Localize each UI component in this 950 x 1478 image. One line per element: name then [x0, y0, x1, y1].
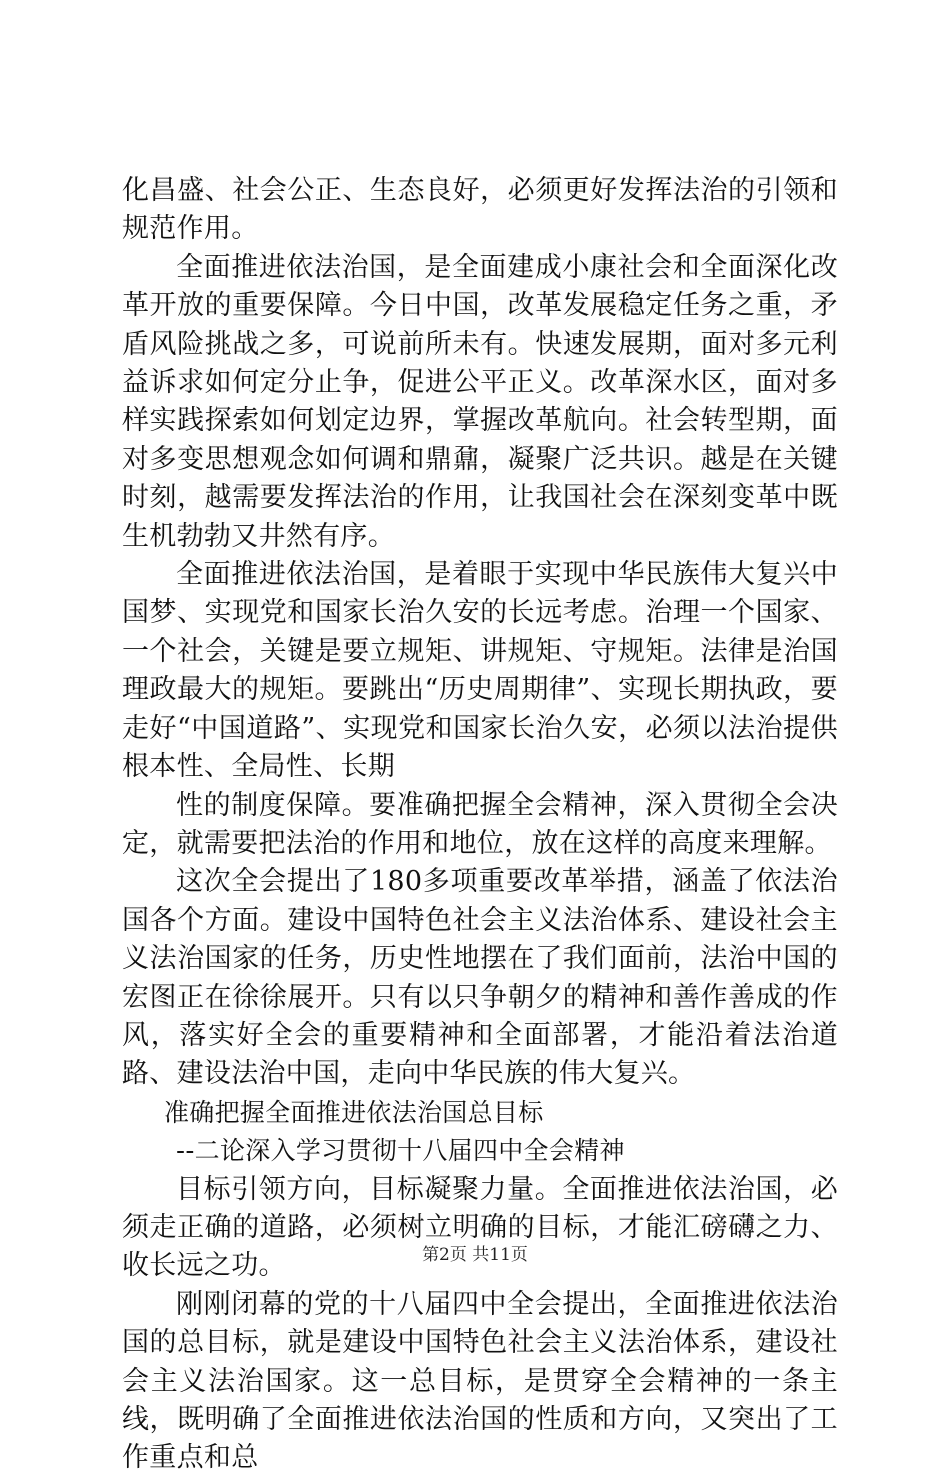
section-heading: 准确把握全面推进依法治国总目标 — [164, 1097, 544, 1127]
paragraph-goal-direction: 目标引领方向，目标凝聚力量。全面推进依法治国，必须走正确的道路，必须树立明确的目标，才能汇磅礴之力、收长远之功。 — [122, 1173, 838, 1282]
page-number-label: 第2页 共11页 — [422, 1245, 528, 1265]
page-footer — [0, 1244, 950, 1266]
document-body — [122, 172, 838, 1478]
section-subheading: --二论深入学习贯彻十八届四中全会精神 — [176, 1136, 625, 1166]
paragraph-institutional-guarantee: 性的制度保障。要准确把握全会精神，深入贯彻全会决定，就需要把法治的作用和地位，放在这样的高度来理解。 — [122, 789, 838, 859]
paragraph-reform-measures: 这次全会提出了180多项重要改革举措，涵盖了依法治国各个方面。建设中国特色社会主义法治体系、建设社会主义法治国家的任务，历史性地摆在了我们面前，法治中国的宏图正在徐徐展开。只有以只争朝夕的精神和善作善成的作风，落实好全会的重要精神和全面部署，才能沿着法治道路、建设法治中国，走向中华民族的伟大复兴。 — [122, 866, 838, 1090]
paragraph-continuation: 化昌盛、社会公正、生态良好，必须更好发挥法治的引领和规范作用。 — [122, 175, 838, 245]
paragraph-overall-goal: 刚刚闭幕的党的十八届四中全会提出，全面推进依法治国的总目标，就是建设中国特色社会主义法治体系，建设社会主义法治国家。这一总目标，是贯穿全会精神的一条主线，既明确了全面推进依法治国的性质和方向，又突出了工作重点和总 — [122, 1288, 838, 1474]
paragraph-legal-guarantee: 全面推进依法治国，是全面建成小康社会和全面深化改革开放的重要保障。今日中国，改革发展稳定任务之重，矛盾风险挑战之多，可说前所未有。快速发展期，面对多元利益诉求如何定分止争，促进公平正义。改革深水区，面对多样实践探索如何划定边界，掌握改革航向。社会转型期，面对多变思想观念如何调和鼎鼐，凝聚广泛共识。越是在关键时刻，越需要发挥法治的作用，让我国社会在深刻变革中既生机勃勃又井然有序。 — [122, 251, 838, 552]
paragraph-long-term-consideration: 全面推进依法治国，是着眼于实现中华民族伟大复兴中国梦、实现党和国家长治久安的长远考虑。治理一个国家、一个社会，关键是要立规矩、讲规矩、守规矩。法律是治国理政最大的规矩。要跳出“历史周期律”、实现长期执政，要走好“中国道路”、实现党和国家长治久安，必须以法治提供根本性、全局性、长期 — [122, 559, 838, 783]
